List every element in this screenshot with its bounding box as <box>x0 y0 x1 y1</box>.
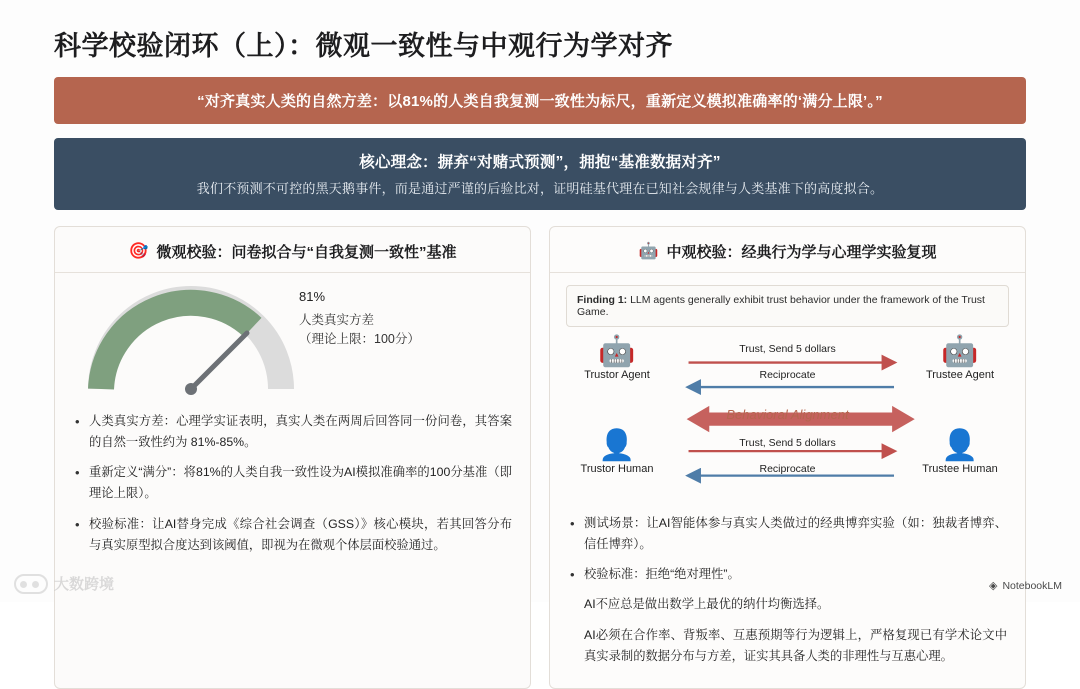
person-icon: 👤 <box>598 429 636 462</box>
node-trustee-agent <box>905 337 1015 381</box>
meso-bullet-list <box>566 513 1009 667</box>
robot-icon: 🤖 <box>638 242 659 260</box>
page-title: 科学校验闭环（上）：微观一致性与中观行为学对齐 <box>54 31 673 61</box>
robot-icon: 🤖 <box>941 335 979 368</box>
node-label: Trustee Agent <box>925 369 995 381</box>
arrow-label-behavioral-alignment: Behavioral Alignment <box>726 407 849 422</box>
watermark-label: 大数跨境 <box>54 576 115 593</box>
divider <box>55 272 530 273</box>
concept-banner-subtitle: 我们不预测不可控的黑天鹅事件，而是通过严谨的后验比对，证明硅基代理在已知社会规律与人类基准下的高度拟合。 <box>196 181 884 196</box>
node-label: Trustee Human <box>922 463 998 475</box>
gauge-value-label: 81% <box>299 289 326 304</box>
panel-micro-header <box>71 241 514 272</box>
node-trustee-human <box>905 431 1015 475</box>
concept-banner <box>54 138 1026 210</box>
list-item: • 重新定义“满分”：将81%的人类自我一致性设为AI模拟准确率的100分基准（即理论上限）。 <box>73 462 512 504</box>
trust-game-diagram <box>566 335 1009 507</box>
quote-banner: “对齐真实人类的自然方差：以81%的人类自我复测一致性为标尺，重新定义模拟准确率的‘满分上限’。” <box>54 77 1026 124</box>
panel-micro-heading: 微观校验：问卷拟合与“自我复测一致性”基准 <box>156 244 457 261</box>
concept-banner-title: 核心理念：摒弃“对赌式预测”，拥抱“基准数据对齐” <box>359 154 721 171</box>
brand-footer <box>989 579 1062 592</box>
finding-label: Finding 1: <box>577 294 628 306</box>
notebooklm-icon: ◈ <box>988 580 998 592</box>
brand-label: NotebookLM <box>1002 579 1062 592</box>
list-item: • 校验标准：让AI替身完成《综合社会调查（GSS）》核心模块，若其回答分布与真实原型拟合度达到该阈值，即视为在微观个体层面校验通过。 <box>73 514 512 556</box>
gauge-caption-line1: 人类真实方差 <box>299 313 375 327</box>
list-item: • 人类真实方差：心理学实证表明，真实人类在两周后回答同一份问卷，其答案的自然一致性约为 81%-85%。 <box>73 411 512 453</box>
panels-container <box>40 226 1040 689</box>
watermark-left <box>14 573 114 594</box>
finding-text: LLM agents generally exhibit trust behavior under the framework of the Trust Game. <box>577 294 985 318</box>
robot-icon: 🤖 <box>598 335 636 368</box>
gauge-chart <box>71 285 514 405</box>
panel-meso-heading: 中观校验：经典行为学与心理学实验复现 <box>666 244 937 261</box>
arrow-label-reciprocate-bottom: Reciprocate <box>759 463 816 475</box>
arrow-label-trust-top: Trust, Send 5 dollars <box>739 343 836 355</box>
finding-box <box>566 285 1009 327</box>
panel-meso-header <box>566 241 1009 272</box>
node-label: Trustor Human <box>580 463 654 475</box>
list-item: • 测试场景：让AI智能体参与真实人类做过的经典博弈实验（如：独裁者博弈、信任博弈）。 <box>568 513 1007 555</box>
panel-micro-validation <box>54 226 531 689</box>
watermark-logo-icon <box>14 574 48 594</box>
gauge-caption <box>299 311 420 349</box>
node-trustor-agent <box>562 337 672 381</box>
node-label: Trustor Agent <box>584 369 650 381</box>
micro-bullet-list <box>71 411 514 556</box>
person-icon: 👤 <box>941 429 979 462</box>
gauge-svg <box>85 285 297 403</box>
arrow-label-reciprocate-top: Reciprocate <box>759 369 816 381</box>
divider <box>550 272 1025 273</box>
panel-meso-validation <box>549 226 1026 689</box>
arrow-label-trust-bottom: Trust, Send 5 dollars <box>739 437 836 449</box>
list-item: AI不应总是做出数学上最优的纳什均衡选择。 <box>584 597 830 612</box>
target-icon: 🎯 <box>128 242 149 260</box>
node-trustor-human <box>562 431 672 475</box>
gauge-caption-line2: （理论上限：100分） <box>299 331 420 346</box>
list-item: AI必须在合作率、背叛率、互惠预期等行为逻辑上，严格复现已有学术论文中真实录制的数据分布与方差，证实其具备人类的非理性与互惠心理。 <box>584 627 1007 663</box>
list-item: • 校验标准：拒绝“绝对理性”。 <box>568 564 1007 585</box>
